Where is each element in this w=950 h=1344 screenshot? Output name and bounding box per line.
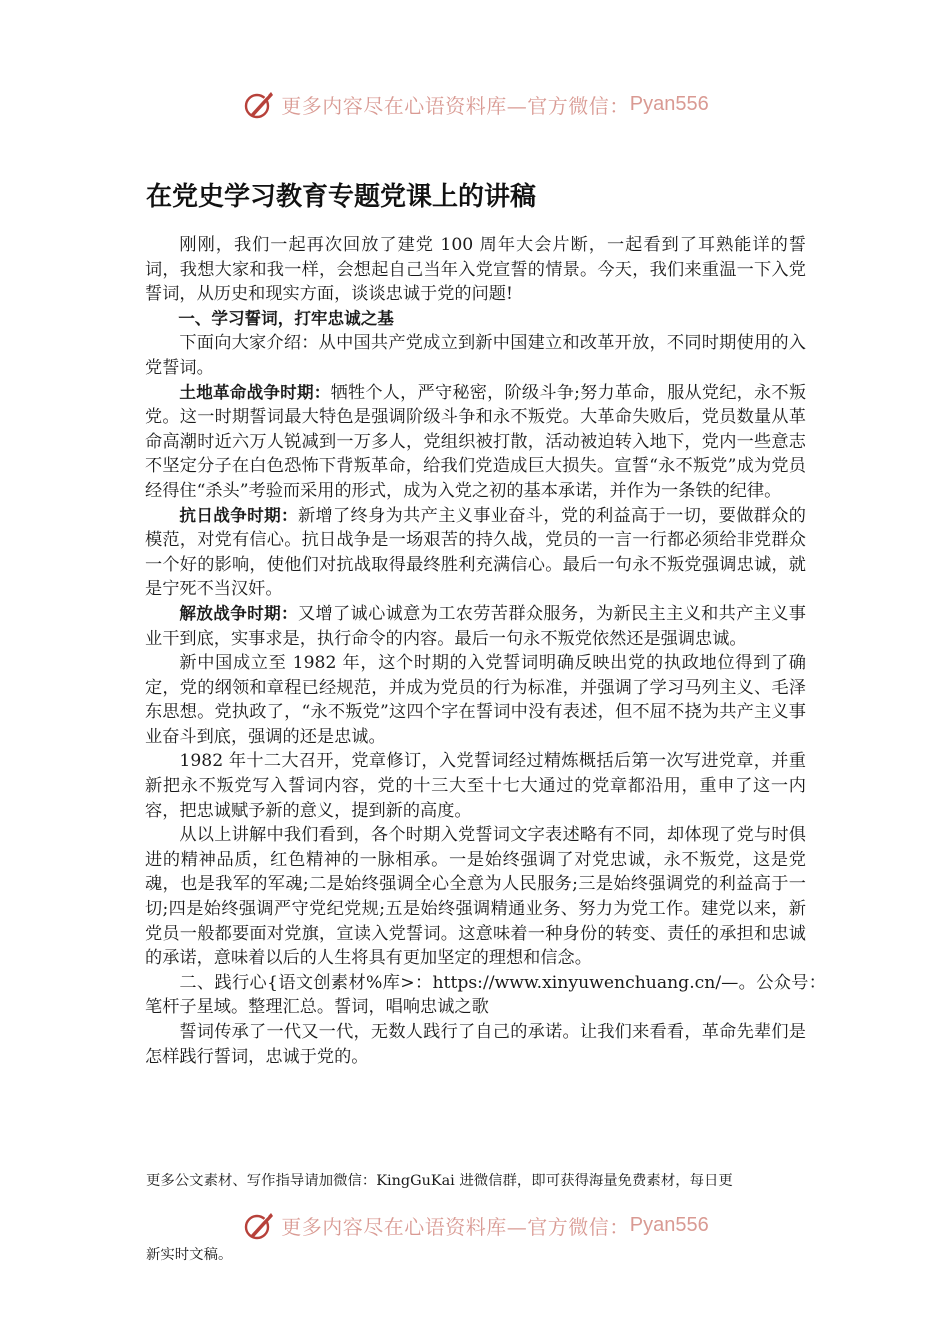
paragraph-liberation <box>145 602 806 651</box>
footer-promo-line: 更多公文素材、写作指导请加微信：KingGuKai 进微信群，即可获得海量免费素材，每日更 <box>146 1173 733 1189</box>
text-anti-japanese: 新增了终身为共产主义事业奋斗，党的利益高于一切，要做群众的模范，对党有信心。抗日战争是一场艰苦的持久战，党员的一言一行都必须给非党群众一个好的影响，使他们对抗战取得最终胜利充满信心。最后一句永不叛党强调忠诚，就是宁死不当汉奸。 <box>145 505 806 600</box>
paragraph-anti-japanese <box>145 504 806 602</box>
section-heading-1: 一、学习誓词，打牢忠诚之基 <box>178 308 394 328</box>
lead-anti-japanese: 抗日战争时期： <box>179 505 298 525</box>
paragraph-intro: 刚刚，我们一起再次回放了建党 100 周年大会片断，一起看到了耳熟能详的誓词，我想大家和我一样，会想起自己当年入党宣誓的情景。今天，我们来重温一下入党誓词，从历史和现实方面，谈谈忠诚于党的问题! <box>145 235 806 305</box>
watermark-logo <box>241 86 708 122</box>
paragraph-practice: 誓词传承了一代又一代，无数人践行了自己的承诺。让我们来看看，革命先辈们是怎样践行誓词，忠诚于党的。 <box>145 1022 806 1067</box>
paragraph-summary: 从以上讲解中我们看到，各个时期入党誓词文字表述略有不同，却体现了党与时俱进的精神品质，红色精神的一脉相承。一是始终强调了对党忠诚，永不叛党，这是党魂，也是我军的军魂;二是始终强调全心全意为人民服务;三是始终强调党的利益高于一切;四是始终强调严守党纪党规;五是始终强调精通业务、努力为党工作。建党以来，新党员一般都要面对党旗，宣读入党誓词。这意味着一种身份的转变、责任的承担和忠诚的承诺，意味着以后的人生将具有更加坚定的理想和信念。 <box>145 825 806 969</box>
watermark-text-bottom: 更多内容尽在心语资料库—官方微信： <box>281 1214 630 1239</box>
watermark-logo-bottom <box>241 1207 708 1243</box>
section-heading-2: 二、践行心{语文创素材%库>：https://www.xinyuwenchuang.cn/—。公众号：笔杆子星域。整理汇总。誓词，唱响忠诚之歌 <box>145 972 826 1018</box>
quill-pen-logo-icon <box>241 86 277 122</box>
paragraph-1982: 1982 年十二大召开，党章修订，入党誓词经过精炼概括后第一次写进党章，并重新把永不叛党写入誓词内容，党的十三大至十七大通过的党章都沿用，重申了这一内容，把忠诚赋予新的意义，提到新的高度。 <box>145 751 806 821</box>
watermark-banner-top <box>0 84 950 124</box>
watermark-handle-bottom: Pyan556 <box>629 1213 709 1236</box>
watermark-handle: Pyan556 <box>629 92 709 115</box>
paragraph-land-revolution <box>145 381 806 504</box>
text-liberation: 又增了诚心诚意为工农劳苦群众服务，为新民主主义和共产主义事业干到底，实事求是，执行命令的内容。最后一句永不叛党依然还是强调忠诚。 <box>145 603 806 649</box>
lead-land-revolution: 土地革命战争时期： <box>179 382 331 402</box>
quill-pen-logo-icon <box>241 1207 277 1243</box>
text-land-revolution: 牺牲个人，严守秘密，阶级斗争;努力革命，服从党纪，永不叛党。这一时期誓词最大特色是强调阶级斗争和永不叛党。大革命失败后，党员数量从革命高潮时近六万人锐减到一万多人，党组织被打散，活动被迫转入地下，党内一些意志不坚定分子在白色恐怖下背叛革命，给我们党造成巨大损失。宣誓“永不叛党”成为党员经得住“杀头”考验而采用的形式，成为入党之初的基本承诺，并作为一条铁的纪律。 <box>145 382 807 501</box>
lead-liberation: 解放战争时期： <box>179 603 298 623</box>
watermark-banner-bottom <box>0 1205 950 1245</box>
paragraph-overview: 下面向大家介绍：从中国共产党成立到新中国建立和改革开放，不同时期使用的入党誓词。 <box>145 333 806 378</box>
paragraph-new-china: 新中国成立至 1982 年，这个时期的入党誓词明确反映出党的执政地位得到了确定，党的纲领和章程已经规范，并成为党员的行为标准，并强调了学习马列主义、毛泽东思想。党执政了，“永不叛党”这四个字在誓词中没有表述，但不屈不挠为共产主义事业奋斗到底，强调的还是忠诚。 <box>145 653 806 747</box>
footer-promo-continued: 新实时文稿。 <box>146 1247 233 1263</box>
document-body <box>145 233 826 1069</box>
watermark-text: 更多内容尽在心语资料库—官方微信： <box>281 93 630 118</box>
document-title: 在党史学习教育专题党课上的讲稿 <box>146 182 537 212</box>
